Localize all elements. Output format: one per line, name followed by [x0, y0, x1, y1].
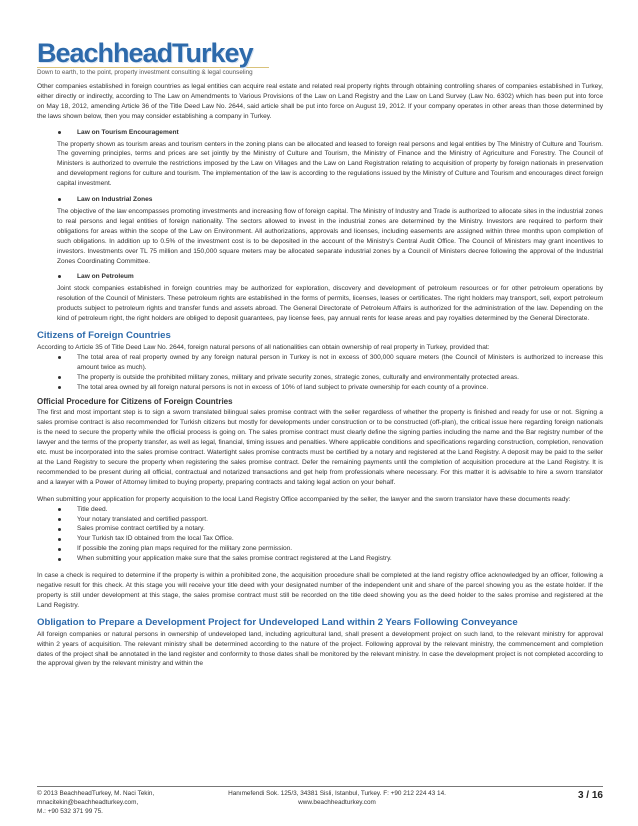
item-title-petroleum: Law on Petroleum: [77, 272, 603, 282]
intro-paragraph: Other companies established in foreign countries as legal entities can acquire real estate and related real property rights through obtaining controlling shares of companies established in Turkey, either directly or indirectly, according to The Law on Amendments to Various Provisions of the Law on Land Registry and the Law on Land Survey (Law No. 6302) which has been put into force on May 18, 2012, amending Article 36 of the Title Deed Law No. 2644, said article shall be put into force on August 19, 2012. If your company operates in other areas than those determined by the laws shown below, then you may consider establishing a company in Turkey.: [37, 83, 603, 120]
list-item: When submitting your application make sure that the sales promise contract registered at the Land Registry.: [77, 554, 603, 564]
citizens-intro: According to Article 35 of Title Deed Law No. 2644, foreign natural persons of all nationalities can obtain ownership of real property in Turkey, provided that:: [37, 343, 490, 351]
item-text-industrial: The objective of the law encompasses promoting investments and increasing flow of foreign capital. The Ministry of Industry and Trade is authorized to allocate sites in the industrial zones to real persons and legal entities of foreign nationality. The sectors allowed to invest in the industrial zones are determined by the Ministry. Investors are required to perform their obligations for areas within the scope of the Law on Environment. All authorizations, approvals and licenses, including easements are assigned within three months upon completion of such obligations. In addition up to 0.5% of the investment cost is to be deposited in the account of the Ministry's Central Audit Office. The Council of Ministers may grant incentives to investors. Investments over TL 75 million and 150,000 square meters may be allocated separate industrial zones by a Council of Ministers decree following the approval of the Industrial Zones Coordinating Committee.: [57, 207, 603, 265]
footer-copyright: © 2013 BeachheadTurkey, M. Naci Tekin,: [37, 790, 155, 797]
procedure-paragraph: The first and most important step is to sign a sworn translated bilingual sales promise contract with the seller regardless of whether the property is finished and ready for use or not. Signing a sales promise contract is also recommended for Turkish citizens but mostly for developments under construction or to be constructed (off-plan), the critical issue here regarding foreign nationals is the need to secure the property while the official process is going on. The sales promise contract must clearly define the signing parties including the name and the Bar registry number of the lawyer and the terms of the property transfer, as well as legal, financial, timing issues and penalties. Where applicable conditions and specifications regarding construction, completion, renovation etc. must be incorporated into the sales promise contract. Watertight sales promise contracts must be certified by a notary and registered at the Land Registry. A deposit may be paid to the seller at the Land Registry to secure the property when registering the sales promise contract. Defer the remaining payments until the completion of acquisition procedure at the Land Registry. It is recommended to be present during all official, contractual and notarized transactions and get help from professionals where necessary. For this matter it is advisable to hire a sworn translator and a lawyer with a Power of Attorney limited to buying property, preparing contracts and taking legal action on your behalf.: [37, 409, 603, 486]
citizens-conditions-list: [37, 353, 603, 393]
item-title-industrial: Law on Industrial Zones: [77, 195, 603, 205]
footer-email: mnacitekin@beachheadturkey.com,: [37, 799, 139, 806]
logo: [37, 40, 269, 77]
item-text-tourism: The property shown as tourism areas and tourism centers in the zoning plans can be allocated and leased to foreign real persons and legal entities by The Ministry of Culture and Tourism. The governing principles, terms and prices are set jointly by the Ministry of Culture and Tourism, the Ministry of Finance and the Ministry of Agriculture and Forestry. The Council of Ministers is authorized to overrule the restrictions imposed by the Law on Villages and the Law on Land Registration relating to acquisition of property by foreign nationals in preservation and development regions for culture and tourism. The implementation of the law is according to the regulations issued by the Ministry of Culture and Tourism and encourages direct foreign capital investment.: [57, 140, 603, 188]
footer-address-block: [217, 789, 457, 807]
item-title-tourism: Law on Tourism Encouragement: [77, 128, 603, 138]
list-item: The total area of real property owned by any foreign natural person in Turkey is not in excess of 300,000 square meters (the Council of Ministers is authorized to increase this amount twice as much).: [77, 353, 603, 371]
check-paragraph: In case a check is required to determine if the property is within a prohibited zone, the acquisition procedure shall be completed at the land registry office acknowledged by an officer, following a negative result for this check. At this stage you will receive your title deed with your designated number of the independent unit and share of the parcel showing you as the estate holder. If the property is still under development at this stage, the sales promise contract must still be recorded on the title deed showing you as the deed holder to the sales promise and registered at the Land Registry.: [37, 572, 603, 609]
list-item: [57, 128, 603, 189]
footer-contact: [37, 789, 207, 816]
footer-website: www.beachheadturkey.com: [298, 799, 376, 806]
list-item: Sales promise contract certified by a notary.: [77, 524, 603, 534]
documents-list: [37, 505, 603, 564]
procedure-heading: Official Procedure for Citizens of Foreign Countries: [37, 397, 233, 407]
list-item: The total area owned by all foreign natural persons is not in excess of 10% of land subject to private ownership for each county of a province.: [77, 383, 603, 393]
logo-name: BeachheadTurkey: [37, 38, 253, 68]
obligation-paragraph: All foreign companies or natural persons in ownership of undeveloped land, including agricultural land, shall present a development project on such land, to the relevant ministry for approval within 2 years of acquisition. The relevant ministry shall be determined according to the nature of the project. Following approval by the relevant ministry, the commencement and completion dates of the project shall be annotated in the land register and conformity to those dates shall be monitored by the relevant ministry. In case the development project is not completed according to the approval given by the relevant ministry and within the: [37, 630, 603, 668]
page-number: 3 / 16: [577, 790, 603, 801]
logo-tagline: Down to earth, to the point, property investment consulting & legal counseling: [37, 67, 269, 77]
list-item: Title deed.: [77, 505, 603, 515]
documents-intro: When submitting your application for property acquisition to the local Land Registry Office accompanied by the seller, the lawyer and the sworn translator have these documents ready:: [37, 495, 571, 503]
footer-phone: M.: +90 532 371 99 75.: [37, 808, 103, 815]
list-item: [57, 272, 603, 324]
item-text-petroleum: Joint stock companies established in foreign countries may be authorized for exploration, discovery and development of petroleum resources or for other petroleum operations by resolution of the Council of Ministers. These petroleum rights are established in the forms of permits, licenses, leases or certificates. The right holders may transport, sell, export petroleum products subject to petroleum rights and transfer funds and assets abroad. The General Directorate of Petroleum Affairs is authorized for the administration of the law. Depending on the kind of petroleum right, the right holders are obliged to deposit guarantees, pay license fees, pay annual rents for lease areas and pay royalties determined by the General Directorate.: [57, 285, 603, 323]
page-footer: [37, 786, 603, 815]
footer-address: Hanımefendi Sok. 125/3, 34381 Sisli, Istanbul, Turkey. F: +90 212 224 43 14.: [228, 790, 446, 797]
obligation-heading: Obligation to Prepare a Development Project for Undeveloped Land within 2 Years Following Conveyance: [37, 616, 518, 628]
list-item: The property is outside the prohibited military zones, military and private security zones, strategic zones, culturally and environmentally protected areas.: [77, 373, 603, 383]
citizens-heading: Citizens of Foreign Countries: [37, 329, 171, 341]
list-item: Your Turkish tax ID obtained from the local Tax Office.: [77, 534, 603, 544]
list-item: Your notary translated and certified passport.: [77, 515, 603, 525]
document-body: [37, 82, 603, 669]
list-item: [57, 195, 603, 266]
list-item: If possible the zoning plan maps required for the military zone permission.: [77, 544, 603, 554]
